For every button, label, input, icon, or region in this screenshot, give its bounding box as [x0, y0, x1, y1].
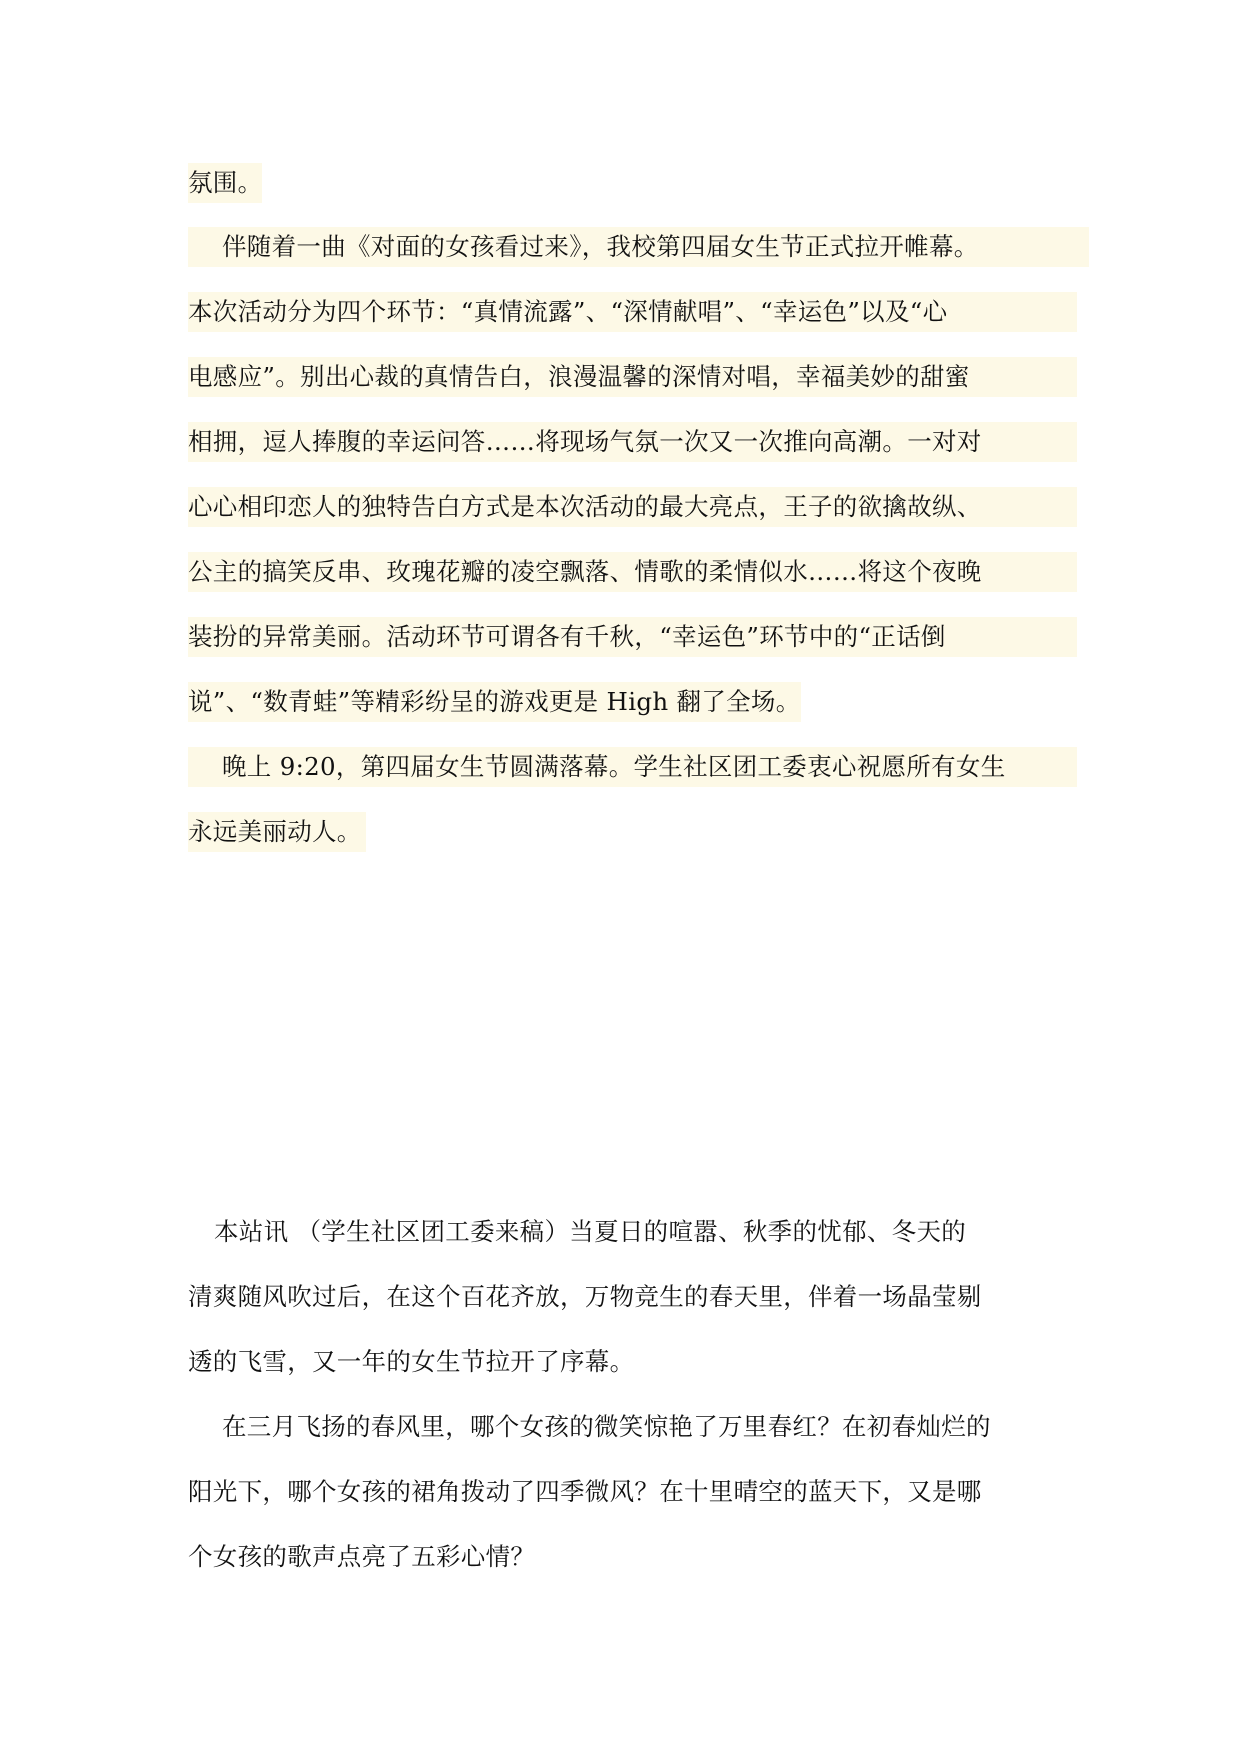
text-line: 电感应”。别出心裁的真情告白，浪漫温馨的深情对唱，幸福美妙的甜蜜: [188, 357, 1077, 397]
text-line: 永远美丽动人。: [188, 812, 366, 852]
text-line: 清爽随风吹过后，在这个百花齐放，万物竞生的春天里，伴着一场晶莹剔: [188, 1282, 982, 1311]
text-line: 心心相印恋人的独特告白方式是本次活动的最大亮点，王子的欲擒故纵、: [188, 487, 1077, 527]
text-line: 本次活动分为四个环节：“真情流露”、“深情献唱”、“幸运色”以及“心: [188, 292, 1077, 332]
paragraph-first-line: 在三月飞扬的春风里，哪个女孩的微笑惊艳了万里春红？在初春灿烂的: [222, 1412, 991, 1441]
text-line: 相拥，逗人捧腹的幸运问答……将现场气氛一次又一次推向高潮。一对对: [188, 422, 1077, 462]
text-line: 透的飞雪，又一年的女生节拉开了序幕。: [188, 1347, 635, 1376]
text-line: 阳光下，哪个女孩的裙角拨动了四季微风？在十里晴空的蓝天下，又是哪: [188, 1477, 982, 1506]
paragraph-first-line: 伴随着一曲《对面的女孩看过来》，我校第四届女生节正式拉开帷幕。: [188, 227, 1089, 267]
text-line: 说”、“数青蛙”等精彩纷呈的游戏更是 High 翻了全场。: [188, 682, 801, 722]
paragraph-first-line: 本站讯 （学生社区团工委来稿）当夏日的喧嚣、秋季的忧郁、冬天的: [214, 1217, 967, 1246]
text-line: 个女孩的歌声点亮了五彩心情？: [188, 1542, 536, 1571]
text-line: 公主的搞笑反串、玫瑰花瓣的凌空飘落、情歌的柔情似水……将这个夜晚: [188, 552, 1077, 592]
paragraph-first-line: 晚上 9:20，第四届女生节圆满落幕。学生社区团工委衷心祝愿所有女生: [188, 747, 1077, 787]
text-line: 氛围。: [188, 163, 262, 203]
text-line: 装扮的异常美丽。活动环节可谓各有千秋，“幸运色”环节中的“正话倒: [188, 617, 1077, 657]
